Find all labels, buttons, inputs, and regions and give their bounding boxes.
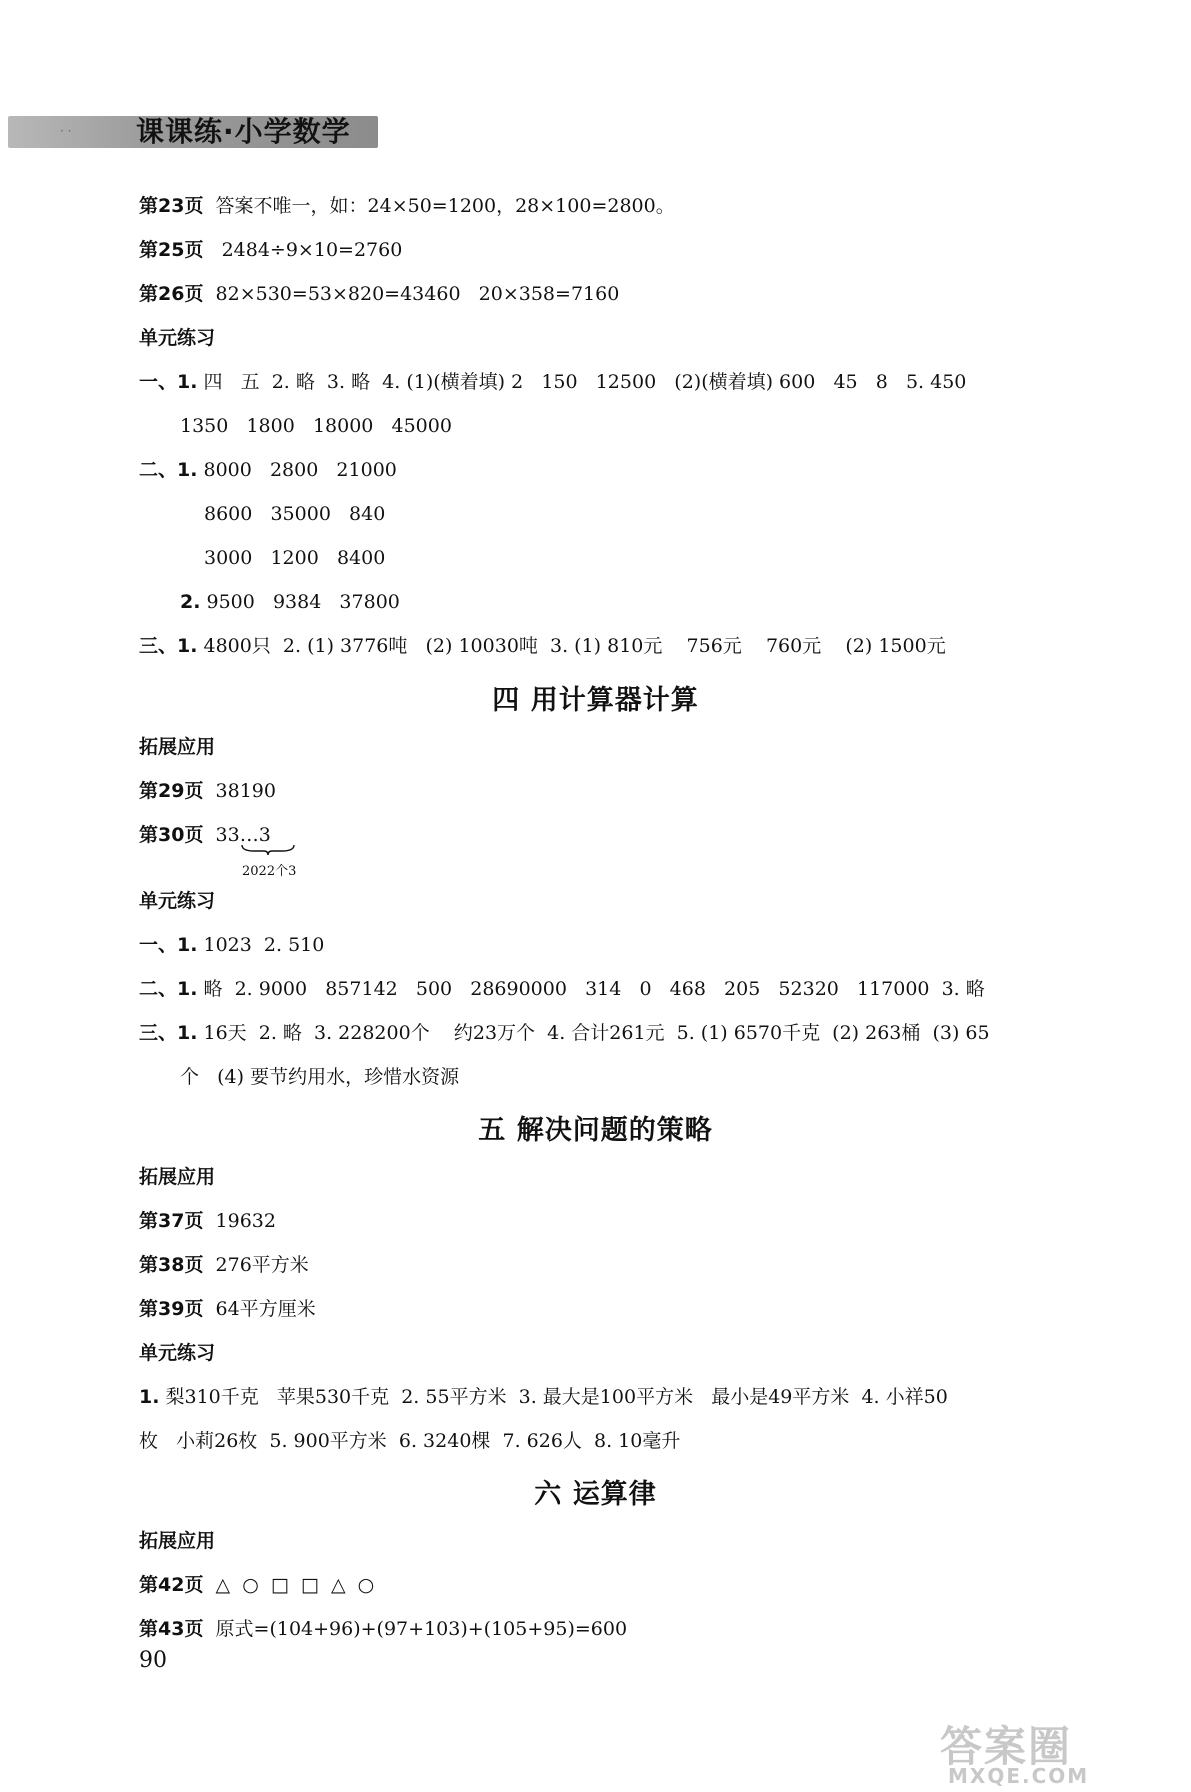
answer-line: 3000 1200 8400: [204, 547, 386, 569]
subheading: 单元练习: [139, 890, 216, 912]
answer-line: 一、1. 1023 2. 510: [139, 934, 325, 956]
answer-line: 三、1. 16天 2. 略 3. 228200个 约23万个 4. 合计261元 5. (1) 6570千克 (2) 263桶 (3) 65: [139, 1022, 990, 1044]
answer-line: 第23页 答案不唯一，如：24×50=1200，28×100=2800。: [139, 195, 675, 217]
answer-line: 第43页 原式=(104+96)+(97+103)+(105+95)=600: [139, 1618, 628, 1640]
answer-line: 第39页 64平方厘米: [139, 1298, 316, 1320]
answer-line: 8600 35000 840: [204, 503, 386, 525]
answer-line: 第26页 82×530=53×820=43460 20×358=7160: [139, 283, 620, 305]
answer-line: 第29页 38190: [139, 780, 276, 802]
answer-line: 一、1. 四 五 2. 略 3. 略 4. (1)(横着填) 2 150 12500 (2)(横着填) 600 45 8 5. 450: [139, 371, 967, 393]
answer-line: 二、1. 略 2. 9000 857142 500 28690000 314 0 468 205 52320 117000 3. 略: [139, 978, 985, 1000]
header-dots: · ·: [60, 124, 72, 138]
subheading: 拓展应用: [139, 1166, 216, 1188]
answer-line: 三、1. 4800只 2. (1) 3776吨 (2) 10030吨 3. (1) 810元 756元 760元 (2) 1500元: [139, 635, 946, 657]
book-title: 课课练·小学数学: [136, 115, 351, 148]
answer-line: 个 (4) 要节约用水，珍惜水资源: [180, 1066, 460, 1088]
answer-line: 第37页 19632: [139, 1210, 276, 1232]
watermark-logo: 答案圈: [940, 1722, 1073, 1771]
answer-line: 第38页 276平方米: [139, 1254, 309, 1276]
answer-line: 1. 梨310千克 苹果530千克 2. 55平方米 3. 最大是100平方米 最小是49平方米 4. 小祥50: [139, 1386, 948, 1408]
subheading: 拓展应用: [139, 736, 216, 758]
subheading: 单元练习: [139, 327, 216, 349]
brace-note: 2022个3: [242, 864, 297, 879]
answer-line: 1350 1800 18000 45000: [180, 415, 452, 437]
watermark-url: MXQE.COM: [948, 1764, 1090, 1788]
underbrace: [240, 843, 296, 855]
answer-line: 第25页 2484÷9×10=2760: [139, 239, 403, 261]
subheading: 单元练习: [139, 1342, 216, 1364]
section-heading: 六 运算律: [534, 1479, 657, 1510]
section-heading: 五 解决问题的策略: [478, 1115, 713, 1146]
answer-line: 二、1. 8000 2800 21000: [139, 459, 397, 481]
answer-line: 2. 9500 9384 37800: [180, 591, 400, 613]
section-heading: 四 用计算器计算: [492, 685, 699, 716]
page-number: 90: [139, 1648, 167, 1673]
answer-line: 第30页 33…3: [139, 824, 271, 846]
answer-line: 第42页 △ ○ □ □ △ ○: [139, 1574, 375, 1596]
answer-line: 枚 小莉26枚 5. 900平方米 6. 3240棵 7. 626人 8. 10毫升: [139, 1430, 681, 1452]
subheading: 拓展应用: [139, 1530, 216, 1552]
